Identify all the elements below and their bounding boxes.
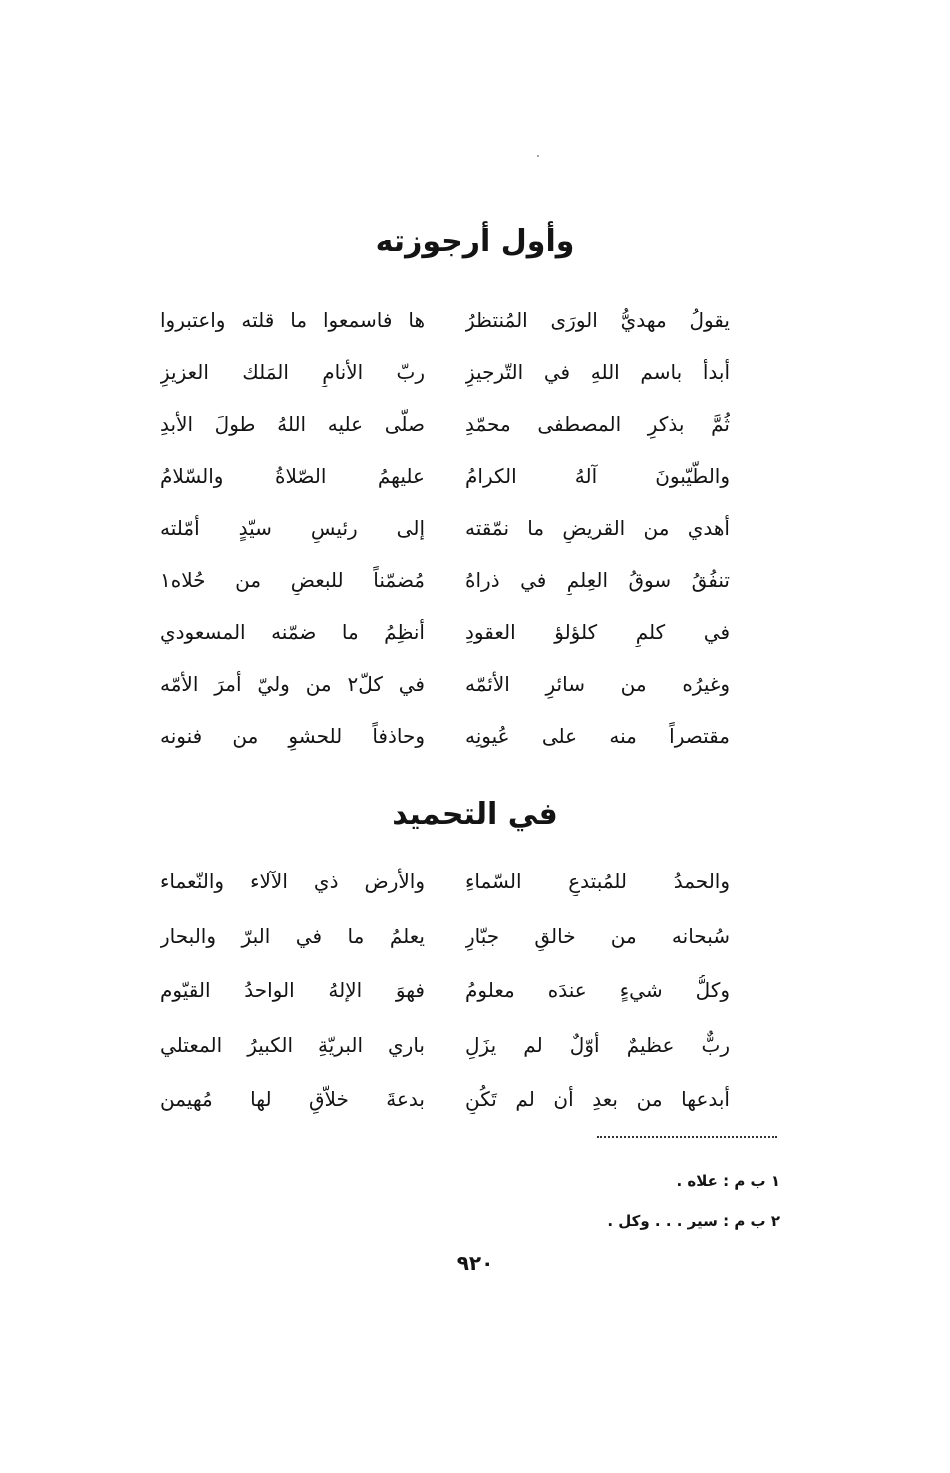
verse-line <box>160 658 730 710</box>
poem-title: وأول أرجوزته <box>375 224 575 259</box>
verse-line <box>160 606 730 658</box>
verse-second-hemistich: وحاذفاً للحشوِ من فنونه <box>160 724 425 748</box>
verse-line <box>160 398 730 450</box>
poem-opening <box>160 294 730 762</box>
verse-first-hemistich: أبدأ باسم اللهِ في التّرجيزِ <box>465 360 730 384</box>
verse-first-hemistich: وكلُّ شيءٍ عندَه معلومُ <box>465 978 730 1003</box>
footnotes <box>460 1164 780 1244</box>
verse-line <box>160 1072 730 1127</box>
verse-first-hemistich: ربٌّ عظيمٌ أوّلٌ لم يزَلِ <box>465 1032 730 1057</box>
verse-first-hemistich: وغيرُه من سائرِ الأئمّه <box>465 672 730 696</box>
verse-first-hemistich: يقولُ مهديُّ الورَى المُنتظرُ <box>465 308 730 332</box>
verse-line <box>160 294 730 346</box>
verse-second-hemistich: بدعةَ خلاّقٍ لها مُهيمن <box>160 1087 425 1112</box>
verse-line <box>160 854 730 909</box>
section-title: في التحميد <box>392 797 558 832</box>
verse-first-hemistich: في كلمٍ كلؤلؤ العقودِ <box>465 620 730 644</box>
footnote-divider <box>597 1136 777 1138</box>
verse-second-hemistich: صلّى عليه اللهُ طولَ الأبدِ <box>160 412 425 436</box>
verse-second-hemistich: يعلمُ ما في البرّ والبحار <box>160 923 425 948</box>
verse-second-hemistich: فهوَ الإلهُ الواحدُ القيّوم <box>160 978 425 1003</box>
verse-second-hemistich: مُضمّناً للبعضِ من حُلاه١ <box>160 568 425 592</box>
verse-second-hemistich: والأرض ذي الآلاء والنّعماء <box>160 869 425 894</box>
verse-second-hemistich: ها فاسمعوا ما قلته واعتبروا <box>160 308 425 332</box>
verse-second-hemistich: باري البريّةِ الكبيرُ المعتلي <box>160 1032 425 1057</box>
verse-line <box>160 909 730 964</box>
verse-line <box>160 346 730 398</box>
verse-first-hemistich: تنفُقُ سوقُ العِلمِ في ذراهُ <box>465 568 730 592</box>
footnote: ٢ ب م : سير . . . وكل . <box>607 1212 780 1230</box>
verse-line <box>160 554 730 606</box>
verse-first-hemistich: والحمدُ للمُبتدعِ السّماءِ <box>465 869 730 894</box>
verse-second-hemistich: إلى رئيسٍ سيّدٍ أمّلته <box>160 516 425 540</box>
poem-tahmid <box>160 854 730 1127</box>
verse-first-hemistich: أبدعها من بعدِ أن لم تَكُنِ <box>465 1087 730 1112</box>
verse-second-hemistich: ربّ الأنامِ المَلك العزيزِ <box>160 360 425 384</box>
verse-line <box>160 1018 730 1073</box>
verse-line <box>160 502 730 554</box>
verse-first-hemistich: أهدي من القريضِ ما نمّقته <box>465 516 730 540</box>
verse-second-hemistich: في كلّ٢ من وليّ أمرَ الأمّه <box>160 672 425 696</box>
verse-first-hemistich: مقتصراً منه على عُيونِه <box>465 724 730 748</box>
verse-first-hemistich: والطّيّبونَ آلهُ الكرامُ <box>465 464 730 488</box>
page-number: ٩٢٠ <box>456 1251 494 1275</box>
verse-first-hemistich: ثُمَّ بذكرِ المصطفى محمّدِ <box>465 412 730 436</box>
footnote: ١ ب م : علاه . <box>676 1172 780 1190</box>
verse-second-hemistich: عليهمُ الصّلاةُ والسّلامُ <box>160 464 425 488</box>
print-speck <box>537 155 539 157</box>
verse-line <box>160 710 730 762</box>
verse-line <box>160 963 730 1018</box>
verse-second-hemistich: أنظِمُ ما ضمّنه المسعودي <box>160 620 425 644</box>
verse-first-hemistich: سُبحانه من خالقٍ جبّارِ <box>465 923 730 948</box>
verse-line <box>160 450 730 502</box>
